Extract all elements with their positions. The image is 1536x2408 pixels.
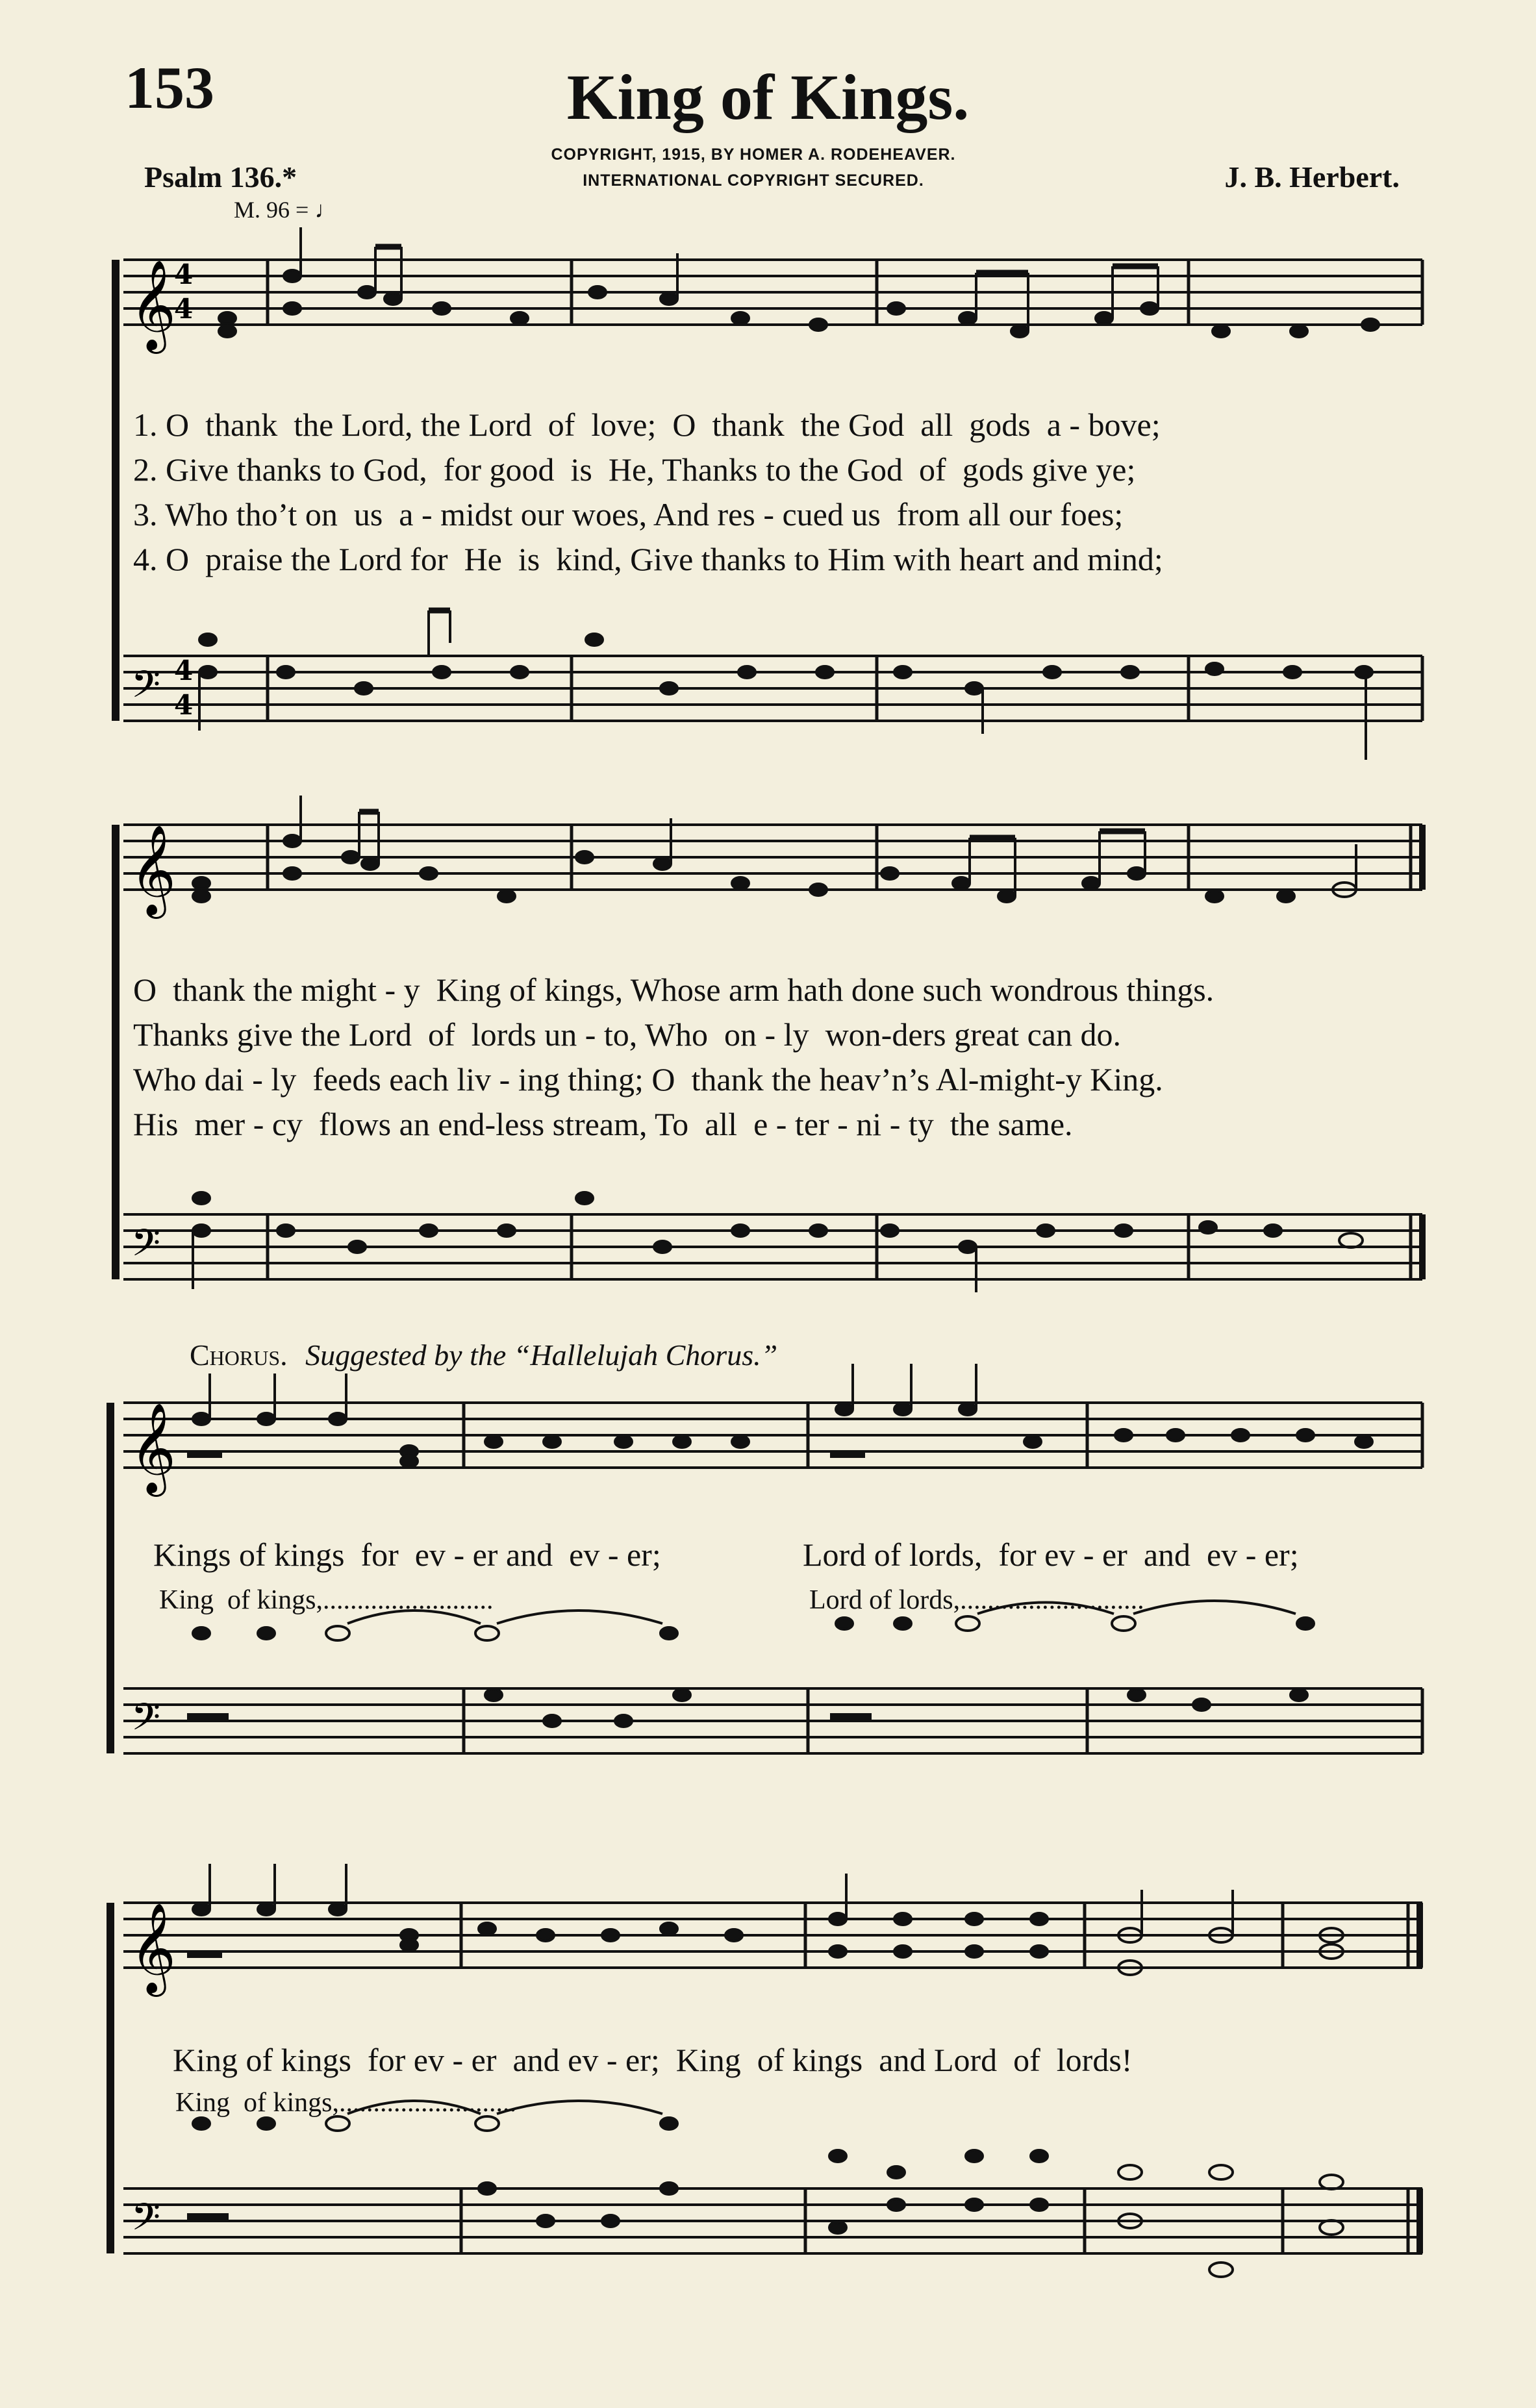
system-brace-bar xyxy=(107,1403,114,1753)
system-brace-bar xyxy=(107,1903,114,2253)
svg-text:4: 4 xyxy=(174,258,194,290)
bass-clef-icon: 𝄢 xyxy=(131,662,161,716)
svg-text:4: 4 xyxy=(174,689,194,721)
treble-clef-icon: 𝄞 xyxy=(130,260,176,350)
verse-3-line-1: 3. Who tho’t on us a - midst our woes, And res - cued us from all our foes; xyxy=(133,496,1124,533)
treble-staff xyxy=(123,825,1422,890)
composer-credit: J. B. Herbert. xyxy=(1224,160,1400,194)
treble-notes xyxy=(193,796,1356,902)
barlines xyxy=(464,1403,1422,1753)
treble-staff xyxy=(123,1903,1422,1968)
copyright-line-1: COPYRIGHT, 1915, BY HOMER A. RODEHEAVER. xyxy=(551,145,956,164)
svg-text:4: 4 xyxy=(174,655,194,686)
scripture-reference: Psalm 136.* xyxy=(144,160,297,194)
verse-2-line-1: 2. Give thanks to God, for good is He, Thanks to the God of gods give ye; xyxy=(133,451,1136,488)
verses-part-1 xyxy=(133,403,1432,582)
chorus-line-2: King of kings for ev - er and ev - er; King of kings and Lord of lords! xyxy=(173,2042,1133,2078)
copyright-notice xyxy=(494,142,1013,194)
chorus-line-1-part-a: Kings of kings for ev - er and ev - er; xyxy=(153,1536,661,1573)
system-brace-bar xyxy=(112,825,120,1279)
hymn-title: King of Kings. xyxy=(566,61,970,133)
bass-clef-icon: 𝄢 xyxy=(131,1695,161,1748)
bass-clef-icon: 𝄢 xyxy=(131,2195,161,2248)
treble-notes xyxy=(219,227,1379,337)
verse-1-line-2: O thank the might - y King of kings, Whose arm hath done such wondrous things. xyxy=(133,972,1215,1008)
tempo-marking: M. 96 = ♩ xyxy=(234,197,338,223)
bass-staff xyxy=(123,1214,1422,1279)
bass-staff xyxy=(123,656,1422,721)
bass-staff xyxy=(123,2189,1422,2253)
system-brace-bar xyxy=(112,260,120,721)
bass-notes xyxy=(188,1601,1314,1727)
verse-4-line-1: 4. O praise the Lord for He is kind, Give thanks to Him with heart and mind; xyxy=(133,541,1163,577)
verse-2-line-2: Thanks give the Lord of lords un - to, Who on - ly won-ders great can do. xyxy=(133,1016,1121,1053)
hymn-number: 153 xyxy=(125,55,214,121)
treble-clef-icon: 𝄞 xyxy=(130,825,176,915)
chorus-heading: Chorus. xyxy=(190,1338,288,1372)
chorus-echo-1-part-a: King of kings,......................... xyxy=(159,1585,494,1615)
chorus-echo-1-part-b: Lord of lords,........................... xyxy=(809,1585,1144,1615)
chorus-note: Suggested by the “Hallelujah Chorus.” xyxy=(305,1338,778,1372)
verse-4-line-2: His mer - cy flows an end-less stream, To all e - ter - ni - ty the same. xyxy=(133,1106,1073,1142)
treble-clef-icon: 𝄞 xyxy=(130,1903,176,1993)
bass-notes xyxy=(199,610,1372,760)
bass-clef-icon: 𝄢 xyxy=(131,1221,161,1274)
treble-staff xyxy=(123,1403,1422,1468)
verse-3-line-2: Who dai - ly feeds each liv - ing thing; O thank the heav’n’s Al-might-y King. xyxy=(133,1061,1163,1097)
svg-text:4: 4 xyxy=(174,293,194,325)
verse-1-line-1: 1. O thank the Lord, the Lord of love; O thank the God all gods a - bove; xyxy=(133,407,1161,443)
copyright-line-2: INTERNATIONAL COPYRIGHT SECURED. xyxy=(583,171,924,190)
chorus-label xyxy=(190,1338,777,1372)
verses-part-2 xyxy=(133,968,1432,1147)
chorus-echo-2: King of kings,.......................... xyxy=(175,2088,516,2118)
treble-clef-icon: 𝄞 xyxy=(130,1403,176,1493)
chorus-line-1-part-b: Lord of lords, for ev - er and ev - er; xyxy=(803,1536,1299,1573)
bass-staff xyxy=(123,1688,1422,1753)
treble-staff xyxy=(123,260,1422,325)
